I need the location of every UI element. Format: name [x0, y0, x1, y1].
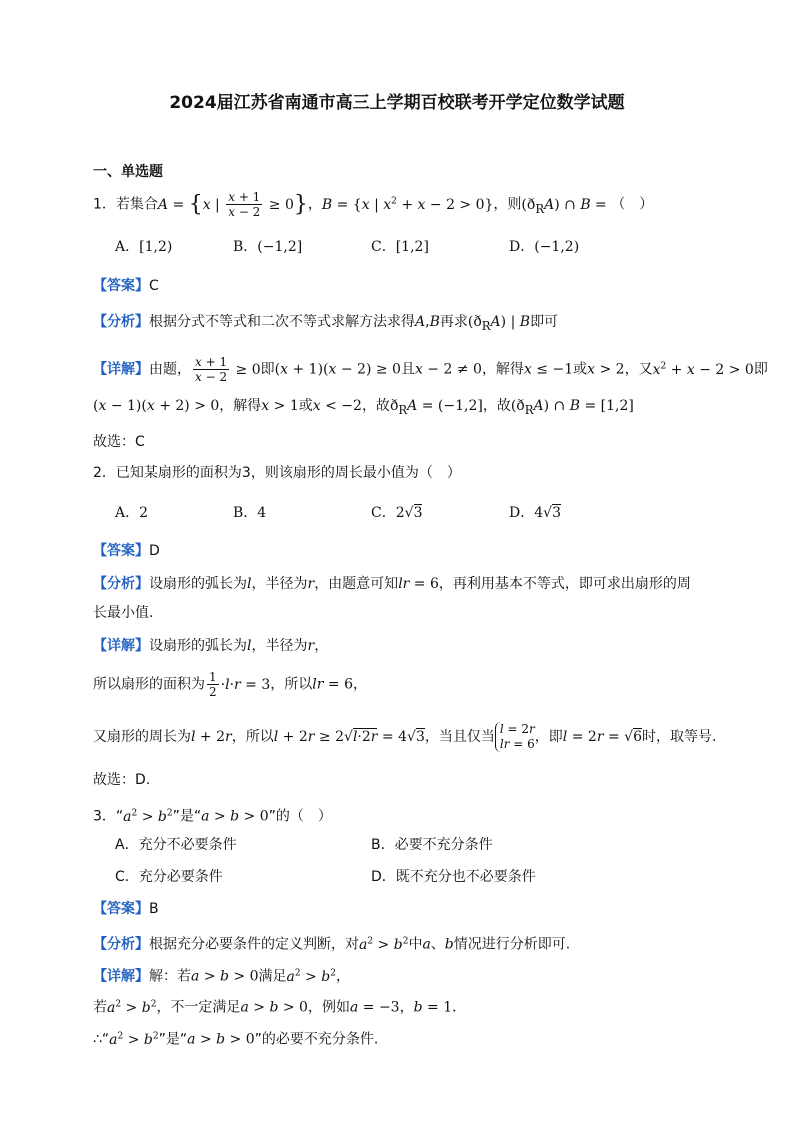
q3-detail-line-2: 若$a^2 > b^2$，不一定满足a > b > 0，例如a = −3，b = 1．: [93, 999, 467, 1016]
q2-detail-line-1: 【详解】设扇形的弧长为l，半径为r，: [93, 638, 329, 654]
q1-detail-line-2: (x − 1)(x + 2) > 0，解得x > 1或x < −2，故$ð_RA = (-1,2]$，故$(ð_RA)$ ∩ B = [1,2]: [93, 398, 634, 417]
question-3-stem: 3．“$a^2 > b^2$”是“a > b > 0”的（ ）: [93, 808, 332, 825]
q2-answer: 【答案】D: [93, 543, 160, 559]
question-1-stem: 1．若集合A = {x | $\frac{x + 1}{x - 2}$ ≥ 0}，B = {x | $x^2 + x - 2 > 0$}，则$(ð_RA)$ ∩ B = （ ）: [93, 190, 654, 219]
q1-option-d: D．(−1,2): [509, 239, 580, 255]
q1-option-b: B．(−1,2]: [233, 239, 303, 255]
q2-option-d: D．4√3: [509, 505, 561, 521]
q2-option-a: A．2: [115, 505, 149, 521]
q3-option-c: C．充分必要条件: [115, 869, 223, 885]
q3-detail-line-1: 【详解】解：若a > b > 0满足$a^2 > b^2$，: [93, 968, 350, 985]
page-title: 2024届江苏省南通市高三上学期百校联考开学定位数学试题: [169, 93, 625, 113]
q3-answer: 【答案】B: [93, 901, 159, 917]
q2-option-b: B．4: [233, 505, 267, 521]
q1-answer: 【答案】C: [93, 278, 159, 294]
q1-option-a: A．[1,2): [115, 239, 173, 255]
q2-analysis-line-1: 【分析】设扇形的弧长为l，半径为r，由题意可知lr = 6，再利用基本不等式，即可求出扇形的周: [93, 576, 691, 592]
q2-detail-line-3: 又扇形的周长为l + 2r，所以l + 2r ≥ 2√l·2r = 4√3，当且仅当 l = 2r lr = 6，即l = 2r = √6时，取等号.: [93, 722, 717, 751]
q2-analysis-line-2: 长最小值.: [93, 605, 154, 621]
q1-conclusion: 故选：C: [93, 434, 145, 450]
q1-analysis: 【分析】根据分式不等式和二次不等式求解方法求得A,B再求$(ð_RA)$ | B即可: [93, 314, 559, 333]
q1-detail-line-1: 【详解】由题， $\frac{x + 1}{x - 2}$ ≥ 0即(x + 1)(x − 2) ≥ 0且x − 2 ≠ 0，解得x ≤ −1或x > 2，又$x^2 + x - 2 > 0$即: [93, 355, 768, 384]
q3-option-a: A．充分不必要条件: [115, 837, 237, 853]
q3-analysis: 【分析】根据充分必要条件的定义判断，对$a^2 > b^2$中a、b情况进行分析即可.: [93, 936, 571, 953]
q2-option-c: C．2√3: [371, 505, 423, 521]
q2-detail-line-2: 所以扇形的面积为 $\frac{1}{2}$ ·l·r = 3，所以lr = 6，: [93, 670, 367, 699]
q3-option-d: D．既不充分也不必要条件: [371, 869, 536, 885]
question-2-stem: 2．已知某扇形的面积为3，则该扇形的周长最小值为（ ）: [93, 465, 461, 481]
q3-option-b: B．必要不充分条件: [371, 837, 493, 853]
section-heading: 一、单选题: [93, 164, 163, 180]
q3-detail-line-3: $\therefore“a^2 > b^2$”是“a > b > 0”的必要不充分条件.: [93, 1031, 379, 1048]
q2-conclusion: 故选：D.: [93, 772, 151, 788]
q1-option-c: C．[1,2]: [371, 239, 429, 255]
